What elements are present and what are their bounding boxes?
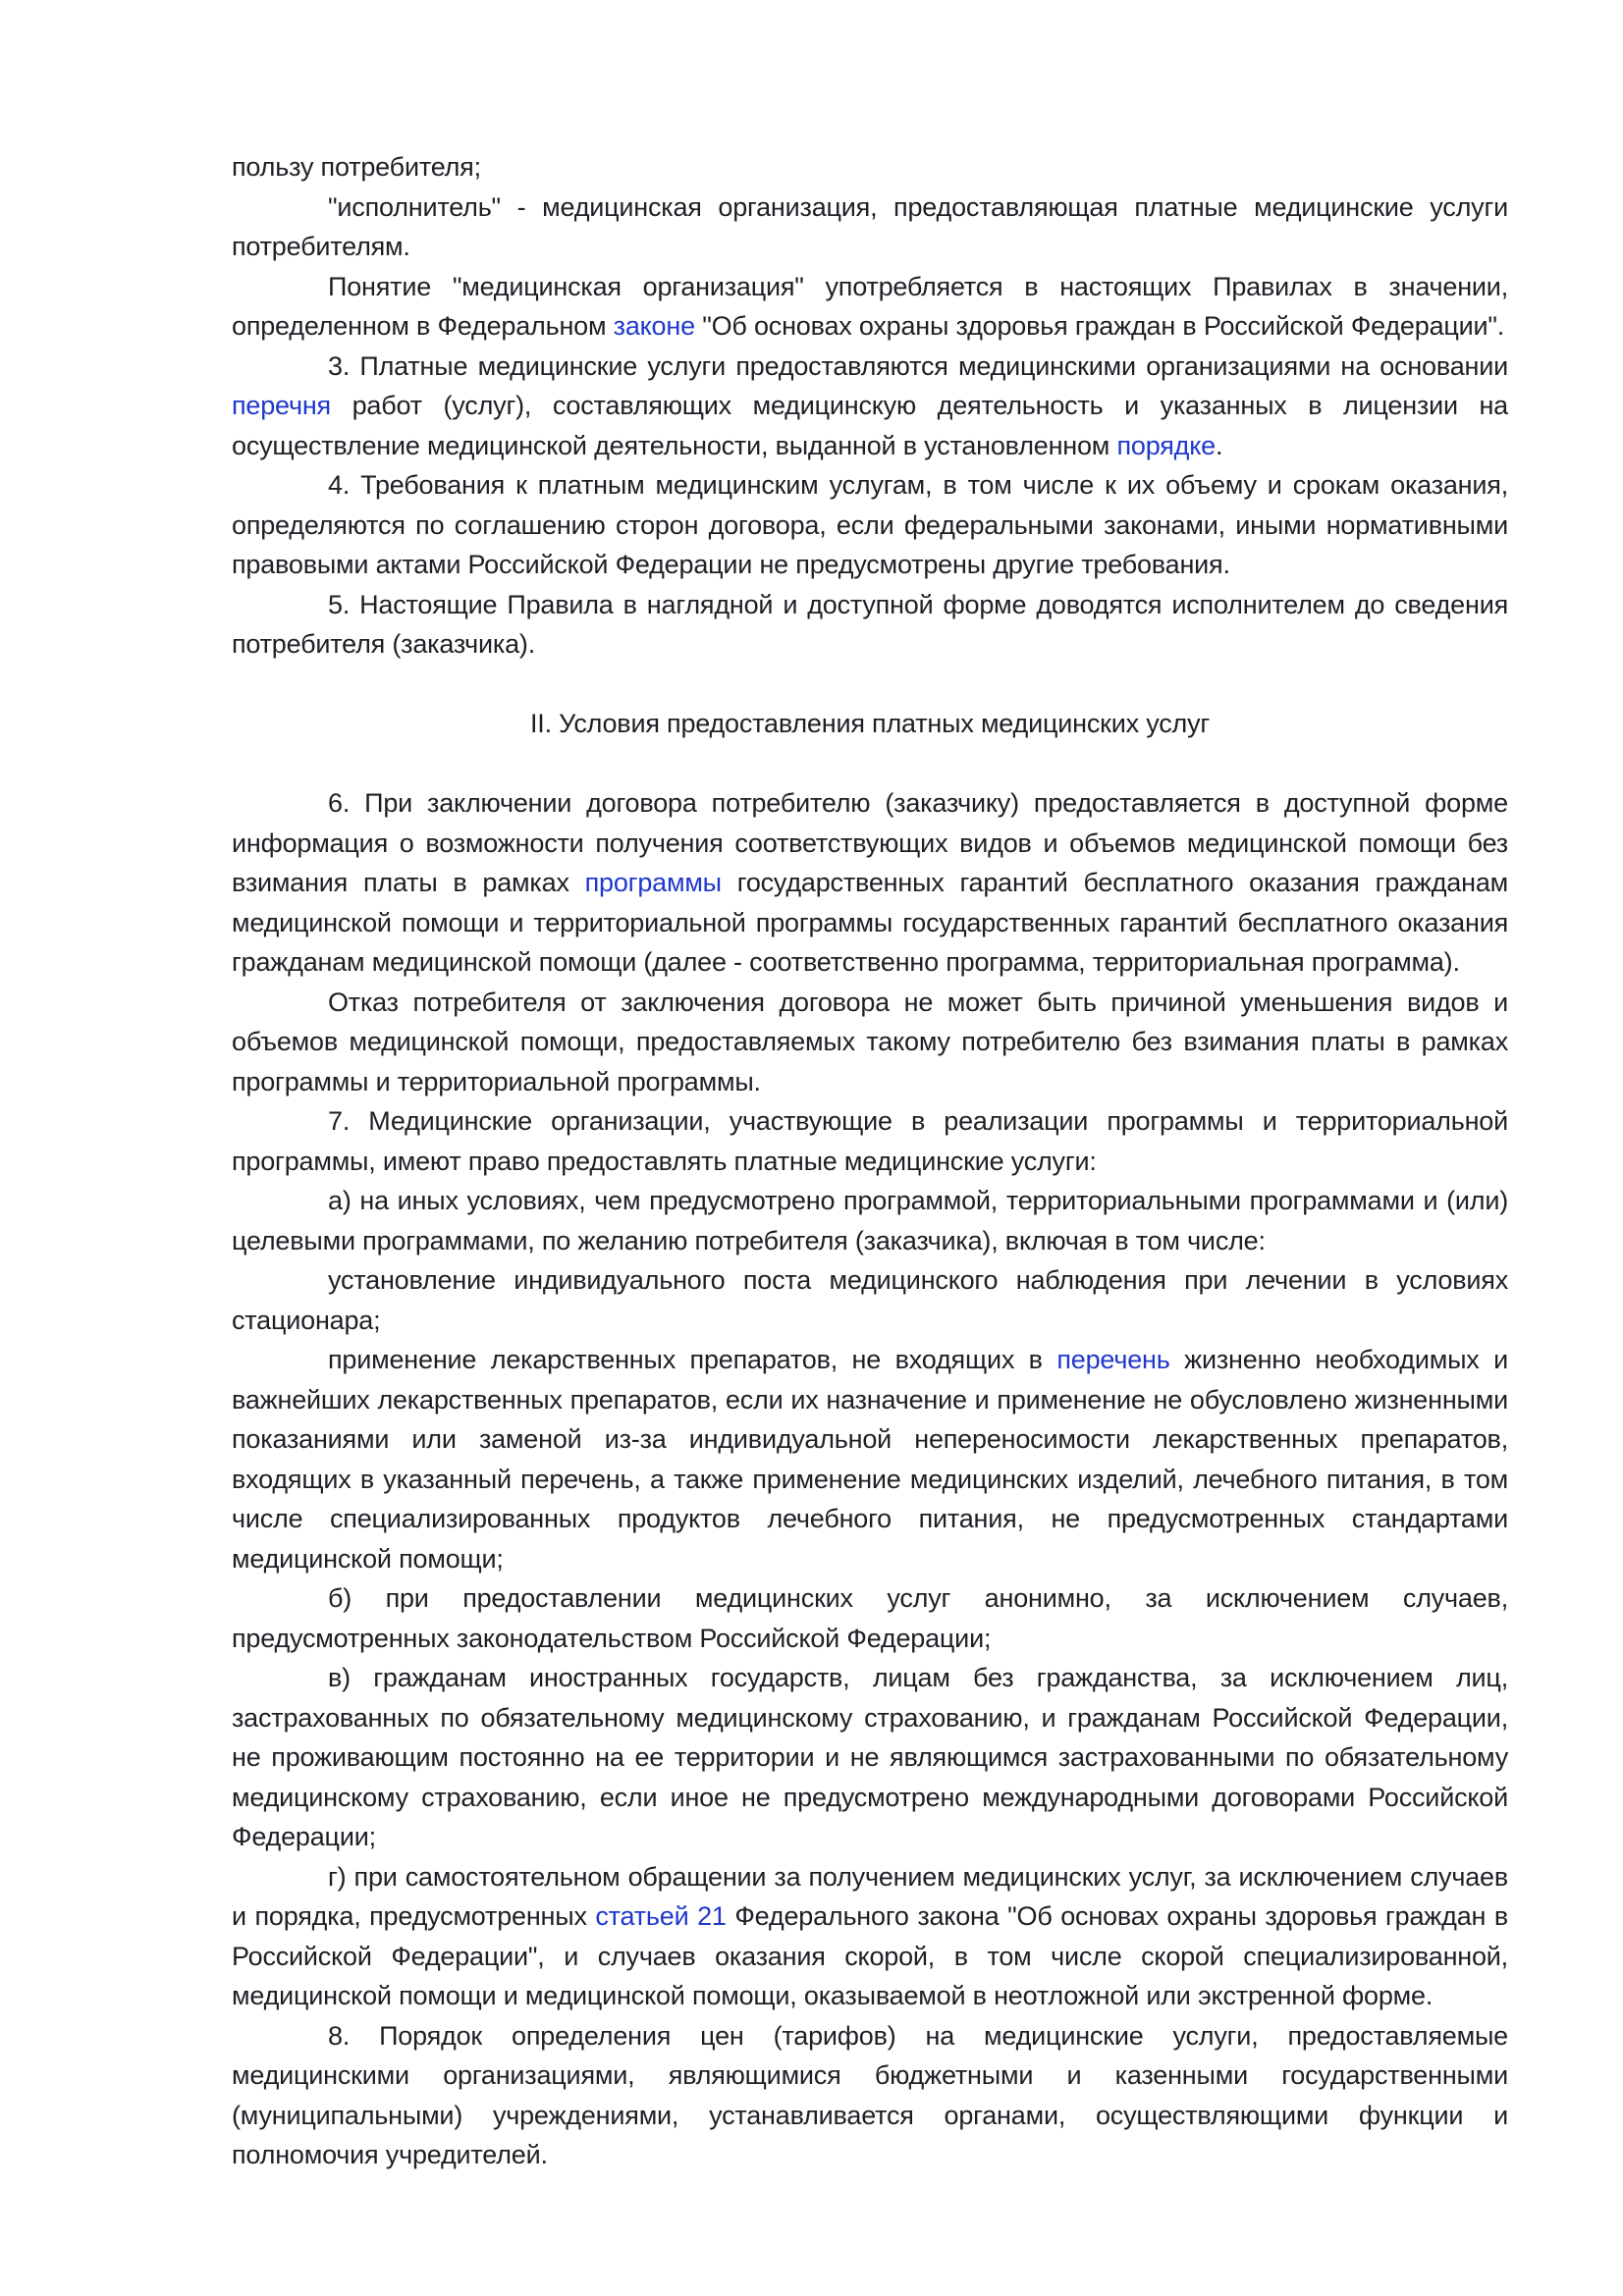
- text-run: 4. Требования к платным медицинским услугам, в том числе к их объему и срокам оказания, определяются по соглашению сторон договора, если федеральными законами, иными нормативными правовыми актами Российской Федерации не предусмотрены другие требования.: [232, 470, 1508, 579]
- text-run: "Об основах охраны здоровья граждан в Российской Федерации".: [694, 311, 1505, 341]
- paragraph: [232, 1260, 1508, 1340]
- paragraph: [232, 2016, 1508, 2175]
- paragraph: [232, 1857, 1508, 2016]
- paragraph: [232, 347, 1508, 466]
- text-run: а) на иных условиях, чем предусмотрено программой, территориальными программами и (или) целевыми программами, по желанию потребителя (заказчика), включая в том числе:: [232, 1186, 1508, 1255]
- text-run: пользу потребителя;: [232, 152, 481, 182]
- paragraph: [232, 147, 1508, 187]
- paragraph: [232, 1340, 1508, 1578]
- text-run: г) при самостоятельном обращении за получением медицинских услуг, за исключением случаев и порядка, предусмотренных: [232, 1861, 1508, 1931]
- link-zakone[interactable]: законе: [613, 311, 695, 341]
- link-statya-21[interactable]: статьей 21: [595, 1901, 727, 1931]
- text-run: Понятие "медицинская организация" употребляется в настоящих Правилах в значении, определенном в Федеральном: [232, 271, 1508, 341]
- paragraph: [232, 187, 1508, 267]
- paragraph: [232, 983, 1508, 1102]
- text-run: б) при предоставлении медицинских услуг анонимно, за исключением случаев, предусмотренных законодательством Российской Федерации;: [232, 1583, 1508, 1653]
- document-body: [232, 147, 1508, 2175]
- paragraph: [232, 465, 1508, 585]
- link-perechnya[interactable]: перечня: [232, 391, 331, 420]
- text-run: Федерального закона "Об основах охраны здоровья граждан в Российской Федерации", и случаев оказания скорой, в том числе скорой специализированной, медицинской помощи и медицинской помощи, оказываемой в неотложной или экстренной форме.: [232, 1901, 1508, 2010]
- text-run: 8. Порядок определения цен (тарифов) на медицинские услуги, предоставляемые медицинскими организациями, являющимися бюджетными и казенными государственными (муниципальными) учреждениями, устанавливается органами, осуществляющими функции и полномочия учредителей.: [232, 2020, 1508, 2169]
- text-run: .: [1215, 430, 1223, 460]
- text-run: 5. Настоящие Правила в наглядной и доступной форме доводятся исполнителем до сведения потребителя (заказчика).: [232, 589, 1508, 659]
- link-programmy[interactable]: программы: [584, 868, 722, 897]
- text-run: "исполнитель" - медицинская организация, предоставляющая платные медицинские услуги потребителям.: [232, 191, 1508, 261]
- section-heading: II. Условия предоставления платных медицинских услуг: [529, 709, 1211, 738]
- link-perechen[interactable]: перечень: [1056, 1345, 1170, 1374]
- paragraph: [232, 1578, 1508, 1658]
- paragraph: [232, 585, 1508, 665]
- text-run: работ (услуг), составляющих медицинскую деятельность и указанных в лицензии на осуществление медицинской деятельности, выданной в установленном: [232, 391, 1508, 460]
- text-run: установление индивидуального поста медицинского наблюдения при лечении в условиях стационара;: [232, 1265, 1508, 1335]
- paragraph: [232, 1658, 1508, 1857]
- paragraph: [232, 267, 1508, 347]
- text-run: 3. Платные медицинские услуги предоставляются медицинскими организациями на основании: [328, 350, 1508, 381]
- paragraph: [232, 783, 1508, 983]
- paragraph: [232, 1101, 1508, 1181]
- text-run: 6. При заключении договора потребителю (заказчику) предоставляется в доступной форме информация о возможности получения соответствующих видов и объемов медицинской помощи без взимания платы в рамках: [232, 788, 1508, 897]
- text-run: применение лекарственных препаратов, не входящих в: [328, 1345, 1057, 1374]
- link-poryadke[interactable]: порядке: [1116, 430, 1216, 460]
- text-run: в) гражданам иностранных государств, лицам без гражданства, за исключением лиц, застрахованных по обязательному медицинскому страхованию, и гражданам Российской Федерации, не проживающим постоянно на ее территории и не являющимся застрахованными по обязательному медицинскому страхованию, если иное не предусмотрено международными договорами Российской Федерации;: [232, 1663, 1508, 1851]
- paragraph: [232, 1181, 1508, 1260]
- text-run: государственных гарантий бесплатного оказания гражданам медицинской помощи и территориальной программы государственных гарантий бесплатного оказания гражданам медицинской помощи (далее - соответственно программа, территориальная программа).: [232, 868, 1508, 977]
- text-run: 7. Медицинские организации, участвующие в реализации программы и территориальной программы, имеют право предоставлять платные медицинские услуги:: [232, 1106, 1508, 1176]
- text-run: Отказ потребителя от заключения договора не может быть причиной уменьшения видов и объемов медицинской помощи, предоставляемых такому потребителю без взимания платы в рамках программы и территориальной программы.: [232, 987, 1508, 1096]
- text-run: жизненно необходимых и важнейших лекарственных препаратов, если их назначение и применение не обусловлено жизненными показаниями или заменой из-за индивидуальной непереносимости лекарственных препаратов, входящих в указанный перечень, а также применение медицинских изделий, лечебного питания, в том числе специализированных продуктов лечебного питания, не предусмотренных стандартами медицинской помощи;: [232, 1345, 1508, 1574]
